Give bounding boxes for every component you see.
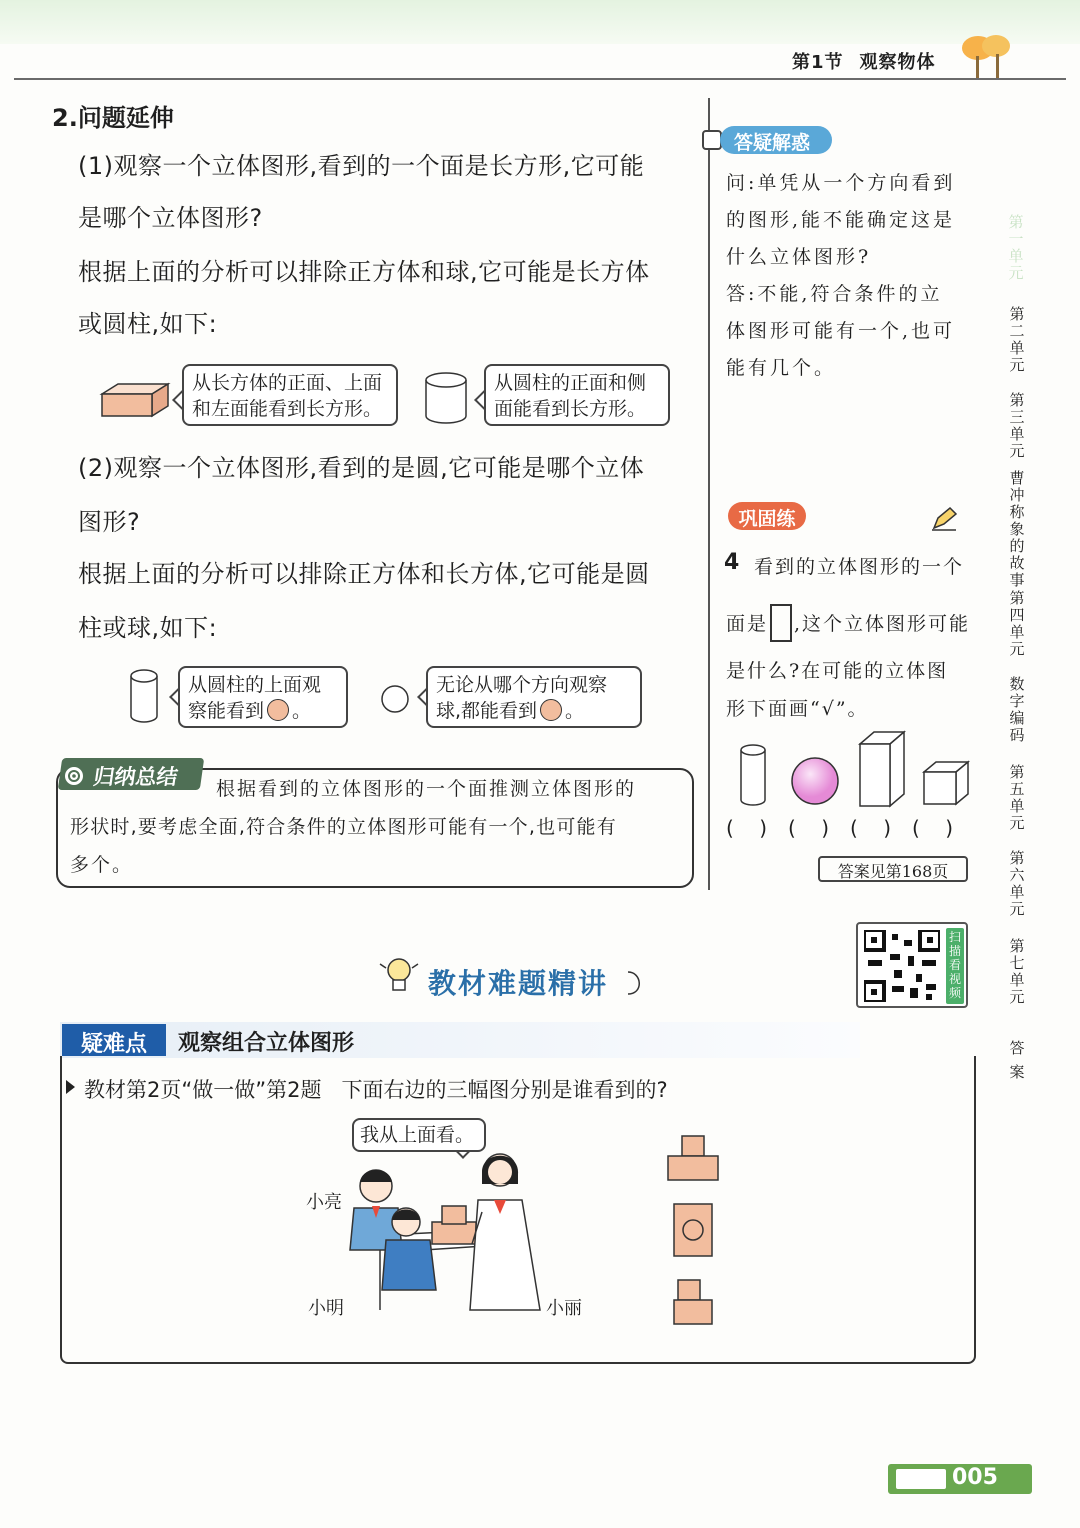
q2-line-2: 图形? [78, 508, 141, 536]
nav-item-unit-6[interactable]: 第六单元 [1009, 849, 1025, 918]
hand-icon [702, 130, 722, 150]
page-number: 005 [952, 1465, 998, 1490]
q1-answer-line-1: 根据上面的分析可以排除正方体和球,它可能是长方体 [78, 258, 650, 286]
bubble-period: 。 [292, 700, 312, 722]
nav-item-unit-2[interactable]: 第二单元 [1009, 305, 1025, 374]
answer-blank-4[interactable]: ( ) [912, 816, 954, 840]
qa-line-1: 问:单凭从一个方向看到 [726, 172, 956, 194]
q1-line-1: (1)观察一个立体图形,看到的一个面是长方形,它可能 [78, 152, 645, 180]
answer-blank-1[interactable]: ( ) [726, 816, 768, 840]
q2-answer-line-1: 根据上面的分析可以排除正方体和长方体,它可能是圆 [78, 560, 650, 588]
q2-answer-line-2: 柱或球,如下: [78, 614, 218, 642]
q2-line-1: (2)观察一个立体图形,看到的是圆,它可能是哪个立体 [78, 454, 645, 482]
qa-line-6: 能有几个。 [726, 357, 837, 379]
answer-reference: 答案见第168页 [818, 856, 968, 882]
nav-item-number-coding[interactable]: 数字编码 [1009, 675, 1025, 744]
exercise-line-2 [726, 604, 970, 642]
bubble-sphere-line-1: 无论从哪个方向观察 [436, 674, 608, 696]
practice-tag-label: 巩固练 [738, 508, 796, 530]
children-scene-illustration [336, 1140, 562, 1324]
name-xiaoming: 小明 [308, 1298, 344, 1319]
cylinder-icon [128, 668, 160, 726]
nav-item-unit-5[interactable]: 第五单元 [1009, 763, 1025, 832]
exercise-line-1: 看到的立体图形的一个 [754, 556, 965, 578]
bubble-cuboid [182, 364, 398, 426]
sphere-option-icon [790, 756, 840, 806]
triangle-bullet-icon [66, 1080, 75, 1094]
three-views-illustration [664, 1134, 724, 1328]
circle-icon [267, 699, 289, 721]
summary-line-3: 多个。 [70, 854, 134, 876]
bubble-cylinder-line-1: 从圆柱的正面和侧 [494, 372, 647, 394]
nav-item-unit-4[interactable]: 第四单元 [1009, 589, 1025, 658]
nav-current-unit[interactable]: 第一单元 [1008, 213, 1024, 282]
difficulty-tag: 疑难点 [62, 1024, 166, 1056]
summary-tag-label: 归纳总结 [91, 765, 180, 789]
qa-line-4: 答:不能,符合条件的立 [726, 283, 943, 305]
bubble-period: 。 [565, 700, 585, 722]
qr-code-icon [864, 930, 940, 1002]
exercise-line-3: 是什么?在可能的立体图 [726, 660, 949, 682]
name-xiaoliang: 小亮 [306, 1192, 342, 1213]
bubble-cylinder [484, 364, 670, 426]
qa-line-2: 的图形,能不能确定这是 [726, 209, 956, 231]
cylinder-option-icon [738, 744, 768, 808]
summary-line-2: 形状时,要考虑全面,符合条件的立体图形可能有一个,也可能有 [70, 816, 617, 838]
tree-icon [956, 30, 1018, 78]
problem-statement: 教材第2页“做一做”第2题 下面右边的三幅图分别是谁看到的? [84, 1078, 668, 1102]
exercise-number: 4 [724, 550, 740, 575]
header-section: 第1节 [792, 52, 844, 73]
banner-title: 教材难题精讲 [428, 967, 609, 1000]
answer-blank-2[interactable]: ( ) [788, 816, 830, 840]
rectangle-icon [770, 604, 792, 642]
nav-item-story[interactable]: 曹冲称象的故事 [1009, 469, 1025, 589]
cylinder-icon [422, 370, 470, 426]
summary-line-1: 根据看到的立体图形的一个面推测立体图形的 [216, 778, 637, 800]
cuboid-option-icon [858, 730, 906, 808]
exercise-line-2b: ,这个立体图形可能 [794, 613, 971, 635]
exercise-line-4: 形下面画“√”。 [726, 698, 869, 720]
answer-blank-3[interactable]: ( ) [850, 816, 892, 840]
bubble-cuboid-line-1: 从长方体的正面、上面 [192, 372, 383, 394]
name-xiaoli: 小丽 [546, 1298, 582, 1319]
q1-line-2: 是哪个立体图形? [78, 204, 263, 232]
practice-tag [728, 502, 806, 530]
bubble-sphere-line-2: 球,都能看到 [436, 700, 538, 722]
cuboid-icon [98, 380, 172, 420]
bubble-cylinder-top-line-2: 察能看到 [188, 700, 265, 722]
exercise-line-2a: 面是 [726, 613, 769, 635]
qa-line-5: 体图形可能有一个,也可 [726, 320, 956, 342]
lightbulb-icon [378, 952, 420, 998]
qr-label: 扫描看视频 [946, 928, 964, 1004]
nav-item-unit-7[interactable]: 第七单元 [1009, 937, 1025, 1006]
banner-swoosh [624, 968, 648, 998]
bubble-cylinder-top-line-1: 从圆柱的上面观 [188, 674, 322, 696]
q1-answer-line-2: 或圆柱,如下: [78, 310, 218, 338]
qr-card[interactable] [856, 922, 968, 1008]
footer-label-block [896, 1469, 946, 1489]
difficulty-title: 观察组合立体图形 [178, 1031, 355, 1056]
sphere-icon [380, 684, 410, 714]
bubble-cylinder-line-2: 面能看到长方形。 [494, 398, 647, 420]
nav-item-unit-3[interactable]: 第三单元 [1009, 391, 1025, 460]
bubble-cylinder-top [178, 666, 348, 728]
speech-bubble: 我从上面看。 [352, 1118, 486, 1152]
header-band [0, 0, 1080, 44]
bubble-cuboid-line-2: 和左面能看到长方形。 [192, 398, 383, 420]
qa-tag [720, 126, 832, 154]
column-divider [708, 98, 710, 890]
page-number-box [888, 1464, 1032, 1494]
qa-line-3: 什么立体图形? [726, 246, 872, 268]
target-icon [62, 764, 86, 788]
header-title: 观察物体 [859, 52, 936, 73]
circle-icon [540, 699, 562, 721]
bubble-sphere [426, 666, 642, 728]
nav-item-answers[interactable]: 答案 [1009, 1039, 1025, 1081]
cube-option-icon [922, 760, 970, 806]
section-title: 2.问题延伸 [52, 104, 174, 132]
header-rule [14, 78, 1066, 80]
pencil-icon [930, 506, 958, 532]
header-text [792, 48, 936, 74]
qa-tag-label: 答疑解惑 [734, 132, 811, 154]
